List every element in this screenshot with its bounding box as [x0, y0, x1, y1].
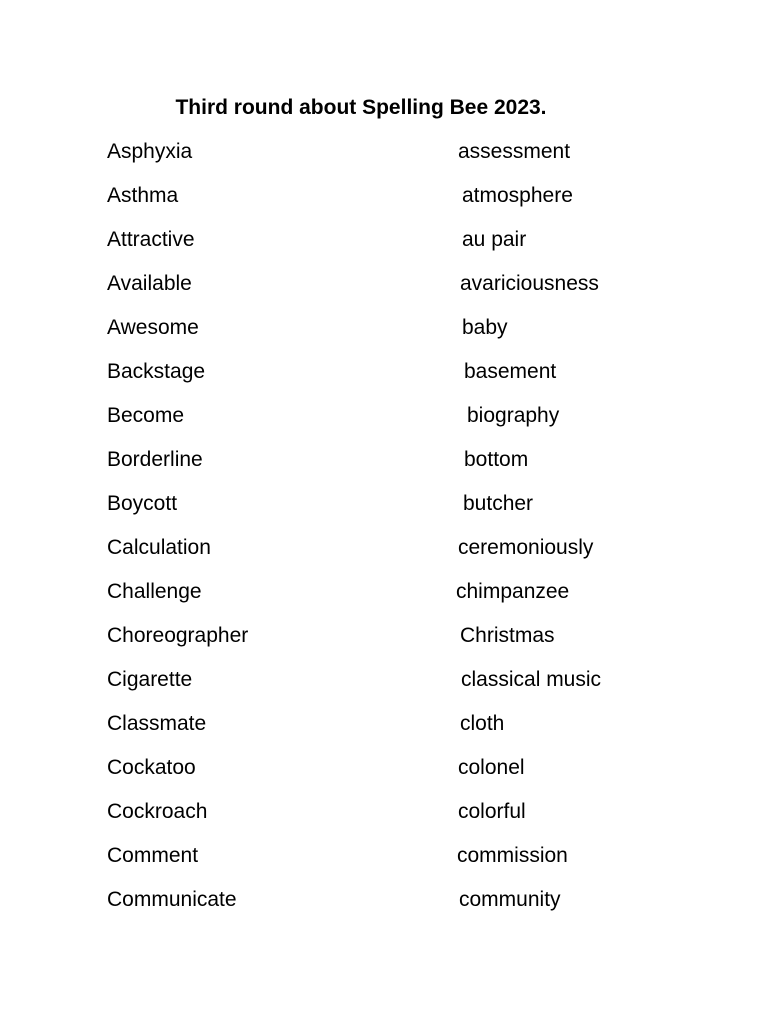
- word-row: [0, 842, 768, 886]
- word-right: cloth: [460, 712, 505, 735]
- word-right: chimpanzee: [456, 580, 570, 603]
- word-row: [0, 666, 768, 710]
- word-right: colonel: [458, 756, 525, 779]
- word-right: biography: [467, 404, 560, 427]
- word-left: Asphyxia: [107, 140, 193, 163]
- word-left: Classmate: [107, 712, 207, 735]
- word-right: baby: [462, 316, 508, 339]
- word-left: Cockatoo: [107, 756, 196, 779]
- word-right: atmosphere: [462, 184, 573, 207]
- word-row: [0, 622, 768, 666]
- word-left: Become: [107, 404, 185, 427]
- word-row: [0, 182, 768, 226]
- word-left: Choreographer: [107, 624, 249, 647]
- word-right: classical music: [461, 668, 602, 691]
- word-left: Challenge: [107, 580, 202, 603]
- word-left: Communicate: [107, 888, 237, 911]
- word-left: Calculation: [107, 536, 211, 559]
- word-right: au pair: [462, 228, 527, 251]
- page-title: Third round about Spelling Bee 2023.: [175, 96, 547, 119]
- word-row: [0, 358, 768, 402]
- word-row: [0, 798, 768, 842]
- word-row: [0, 402, 768, 446]
- word-left: Attractive: [107, 228, 195, 251]
- word-row: [0, 534, 768, 578]
- word-right: colorful: [458, 800, 526, 823]
- word-left: Asthma: [107, 184, 179, 207]
- word-list: [0, 138, 768, 930]
- word-left: Cockroach: [107, 800, 208, 823]
- word-row: [0, 314, 768, 358]
- word-right: bottom: [464, 448, 529, 471]
- word-right: community: [459, 888, 561, 911]
- word-row: [0, 886, 768, 930]
- word-right: basement: [464, 360, 557, 383]
- word-row: [0, 754, 768, 798]
- word-row: [0, 138, 768, 182]
- word-left: Boycott: [107, 492, 178, 515]
- word-row: [0, 226, 768, 270]
- word-right: butcher: [463, 492, 534, 515]
- word-row: [0, 270, 768, 314]
- word-left: Backstage: [107, 360, 206, 383]
- word-row: [0, 490, 768, 534]
- word-left: Cigarette: [107, 668, 193, 691]
- word-left: Available: [107, 272, 192, 295]
- word-right: ceremoniously: [458, 536, 594, 559]
- word-right: avariciousness: [460, 272, 599, 295]
- word-row: [0, 578, 768, 622]
- word-right: assessment: [458, 140, 571, 163]
- word-left: Awesome: [107, 316, 199, 339]
- word-right: commission: [457, 844, 568, 867]
- word-row: [0, 446, 768, 490]
- word-right: Christmas: [460, 624, 555, 647]
- word-left: Comment: [107, 844, 199, 867]
- word-left: Borderline: [107, 448, 203, 471]
- word-row: [0, 710, 768, 754]
